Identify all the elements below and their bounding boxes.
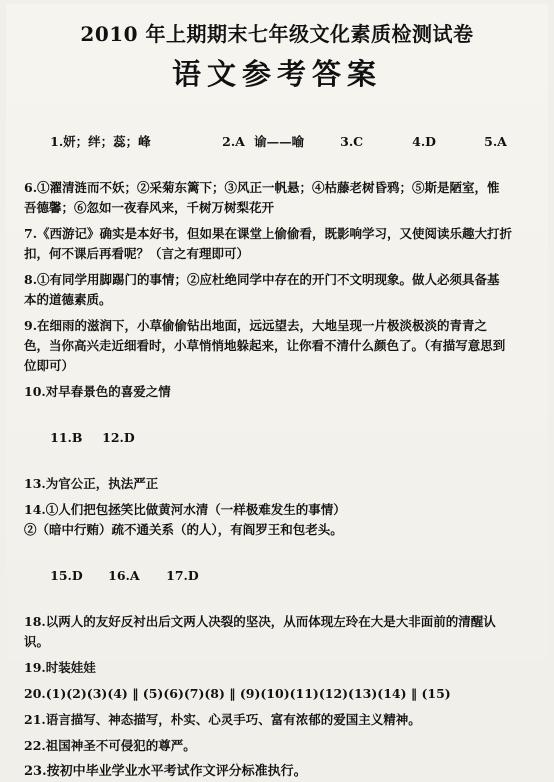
answer-18-line-1: 18.以两人的友好反衬出后文两人决裂的坚决，从而体现左玲在大是大非面前的清醒认 [24,614,496,629]
answer-18-line-2: 识。 [24,634,50,649]
answer-9-line-1: 9.在细雨的滋润下，小草偷偷钻出地面，远远望去，大地呈现一片极淡极淡的青青之 [24,318,488,333]
answer-11: 11.B [50,430,83,445]
answer-9-line-3: 位即可） [24,358,75,373]
answer-16: 16.A [108,568,140,583]
answer-5: 5.A [484,134,507,149]
answer-20: 20.(1)(2)(3)(4) ‖ (5)(6)(7)(8) ‖ (9)(10)(11)(12)(13)(14) ‖ (15) [24,686,451,701]
answer-21: 21.语言描写、神态描写，朴实、心灵手巧、富有浓郁的爱国主义精神。 [24,712,421,727]
answer-9-line-2: 色，当你高兴走近细看时，小草悄悄地躲起来，让你看不清什么颜色了。（有描写意思到 [24,338,506,353]
answer-19: 19.时装娃娃 [24,660,96,675]
answer-8-line-1: 8.①有同学用脚踢门的事情；②应杜绝同学中存在的开门不文明现象。做人必须具备基 [24,272,500,287]
answer-2-correction: 谕——喻 [254,134,305,149]
answer-8-line-2: 本的道德素质。 [24,292,112,307]
answer-17: 17.D [166,568,199,583]
answer-14-line-1: 14.①人们把包拯笑比做黄河水清（一样极难发生的事情） [24,502,346,517]
answer-13: 13.为官公正，执法严正 [24,476,159,491]
answer-23: 23.按初中毕业学业水平考试作文评分标准执行。 [24,764,307,779]
answer-10: 10.对早春景色的喜爱之情 [24,384,171,399]
answer-list [24,112,538,782]
answer-4: 4.D [412,134,437,149]
answers-11-12 [24,408,538,468]
answer-22: 22.祖国神圣不可侵犯的尊严。 [24,738,196,753]
answer-key-heading: 语文参考答案 [171,57,382,91]
answer-6-line-2: 吾德馨；⑥忽如一夜春风来，千树万树梨花开 [24,200,275,215]
answer-2: 2.A [222,134,245,149]
answers-1-5 [24,112,538,172]
answer-12: 12.D [102,430,135,445]
answer-sheet [6,4,548,779]
answer-1: 1.妍；绊；蕊；峰 [50,134,151,149]
exam-title: 2010 年上期期末七年级文化素质检测试卷 [80,22,474,46]
answer-6-line-1: 6.①濯清涟而不妖；②采菊东篱下；③风正一帆悬；④枯藤老树昏鸦；⑤斯是陋室，惟 [24,180,500,195]
answers-15-17 [24,546,538,606]
answer-3: 3.C [340,134,364,149]
answer-14-line-2: ②（暗中行贿）疏不通关系（的人），有阎罗王和包老头。 [24,522,343,537]
answer-7-line-1: 7.《西游记》确实是本好书，但如果在课堂上偷偷看，既影响学习，又使阅读乐趣大打折 [24,226,513,241]
answer-15: 15.D [50,568,83,583]
answer-7-line-2: 扣，何不课后再看呢？（言之有理即可） [24,246,250,261]
